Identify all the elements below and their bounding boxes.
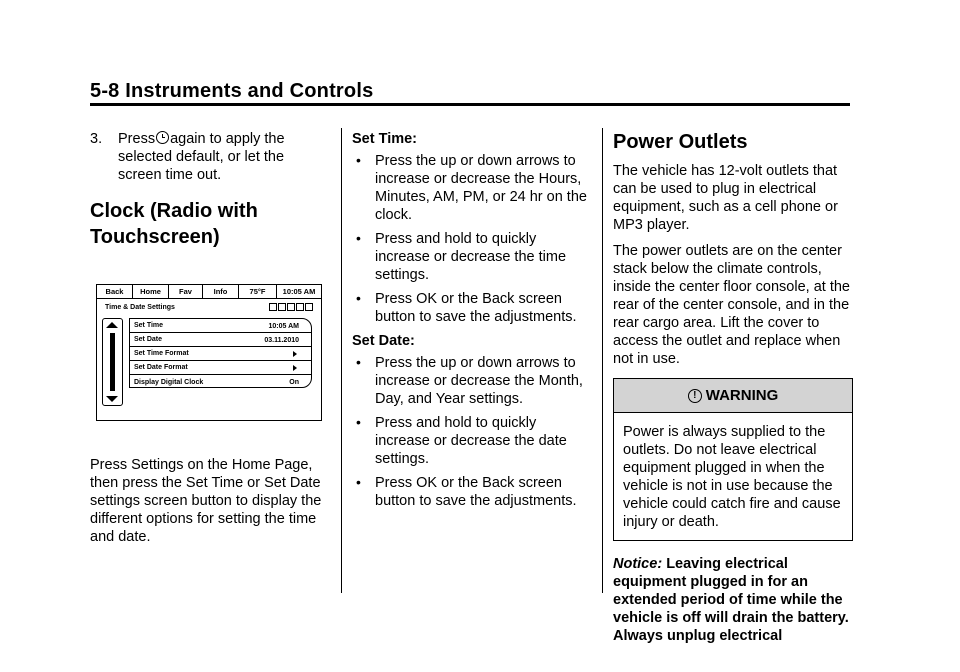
list-item: • Press OK or the Back screen button to save the adjustments. [352, 290, 592, 326]
column-divider [341, 128, 342, 593]
tab-info: Info [203, 285, 239, 298]
settings-row-display-digital-clock [130, 375, 311, 389]
tab-fav: Fav [169, 285, 203, 298]
tab-temperature: 75°F [239, 285, 277, 298]
screen-title: Time & Date Settings [105, 304, 175, 311]
row-value: 03.11.2010 [264, 337, 299, 344]
tab-clock: 10:05 AM [282, 287, 316, 296]
row-label: Set Date [134, 336, 163, 343]
step-text-post: again to apply the selected default, or let the screen time out. [118, 131, 285, 183]
notice-body: Leaving electrical equipment plugged in for an extended period of time while the vehicle is off will drain the battery. Always unplug electrical [613, 556, 849, 644]
clock-paragraph: Press Settings on the Home Page, then press the Set Time or Set Date settings screen button to display the different options for setting the time and date. [90, 457, 322, 545]
row-label: Display Digital Clock [134, 378, 204, 386]
list-item: • Press OK or the Back screen button to save the adjustments. [352, 474, 592, 510]
speaker-icon [269, 303, 277, 311]
column-left [90, 130, 330, 258]
power-outlets-heading: Power Outlets [613, 131, 748, 153]
scroll-control [102, 318, 123, 406]
list-item: • Press and hold to quickly increase or decrease the date settings. [352, 414, 592, 468]
step-number: 3. [90, 131, 103, 147]
list-item: • Press the up or down arrows to increase or decrease the Hours, Minutes, AM, PM, or 24 hr on the clock. [352, 152, 592, 224]
mute-icon [278, 303, 286, 311]
warning-header [614, 379, 852, 413]
warning-box [613, 378, 853, 541]
notice-text [613, 555, 853, 645]
clock-icon [156, 131, 169, 144]
settings-row-set-time-format [130, 347, 311, 361]
row-value: 10:05 AM [268, 323, 299, 330]
warning-icon: ! [688, 389, 702, 403]
scroll-bar [110, 333, 115, 391]
clock-heading: Clock (Radio with Touchscreen) [90, 200, 258, 248]
step-3 [90, 130, 330, 184]
set-date-heading: Set Date: [352, 333, 415, 349]
tab-back: Back [97, 285, 133, 298]
row-value: On [289, 379, 299, 386]
tab-home: Home [133, 285, 169, 298]
list-item: • Press the up or down arrows to increase or decrease the Month, Day, and Year settings. [352, 354, 592, 408]
column-right [613, 130, 853, 645]
touchscreen-illustration [96, 284, 322, 421]
warning-title: WARNING [705, 386, 779, 404]
menu-icon [305, 303, 313, 311]
row-label: Set Time [134, 322, 164, 329]
column-divider [602, 128, 603, 593]
list-item: • Press and hold to quickly increase or decrease the time settings. [352, 230, 592, 284]
settings-list [129, 318, 312, 388]
screen-tab-bar [97, 285, 321, 299]
scroll-down-icon [106, 396, 118, 402]
row-label: Set Time Format [134, 350, 189, 357]
volume-icon [287, 303, 295, 311]
chevron-right-icon [293, 365, 297, 371]
power-outlets-para-1: The vehicle has 12-volt outlets that can be used to plug in electrical equipment, such as a cell phone or MP3 player. [613, 163, 838, 233]
header-rule [90, 103, 850, 106]
settings-row-set-date [130, 333, 311, 347]
page-title: 5-8 Instruments and Controls [90, 80, 374, 102]
clock-instructions [90, 456, 330, 554]
status-icons [269, 303, 313, 311]
notice-label: Notice: [613, 556, 663, 572]
phone-icon [296, 303, 304, 311]
scroll-up-icon [106, 322, 118, 328]
step-text-pre: Press [118, 131, 156, 147]
warning-body: Power is always supplied to the outlets. Do not leave electrical equipment plugged in when the vehicle is not in use because the vehicle could catch fire and cause injury or death. [623, 424, 841, 530]
column-middle [352, 130, 592, 516]
power-outlets-para-2: The power outlets are on the center stack below the climate controls, inside the center floor console, at the rear of the center console, and in the rear cargo area. Lift the cover to access the outlet and replace when not in use. [613, 243, 850, 367]
row-label: Set Date Format [134, 364, 188, 371]
settings-row-set-date-format [130, 361, 311, 375]
settings-row-set-time [130, 319, 311, 333]
chevron-right-icon [293, 351, 297, 357]
set-time-heading: Set Time: [352, 131, 418, 147]
